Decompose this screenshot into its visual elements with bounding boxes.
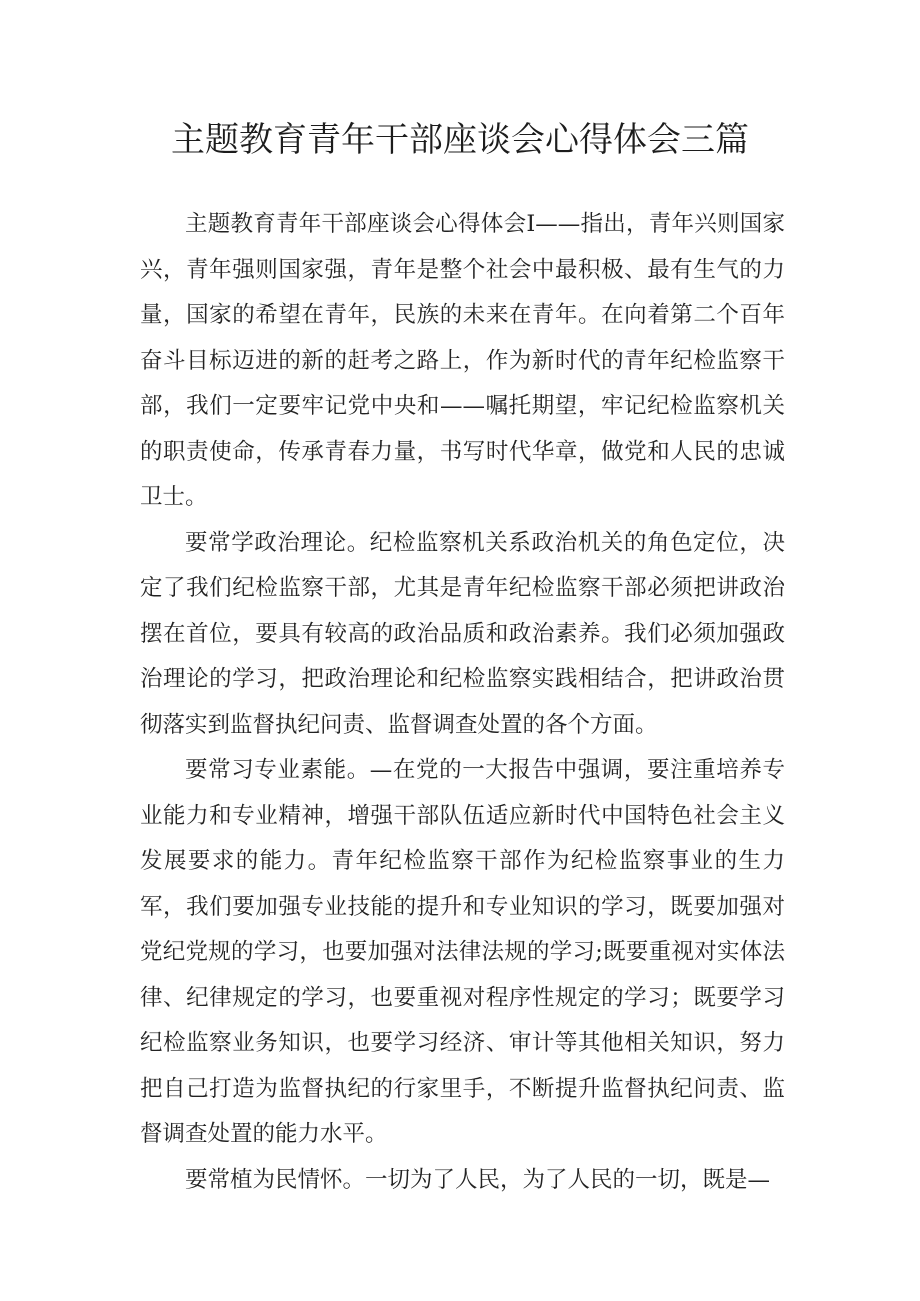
paragraph-people-sentiment: 要常植为民情怀。一切为了人民，为了人民的一切，既是— xyxy=(185,1166,771,1193)
paragraph-intro: 主题教育青年干部座谈会心得体会I——指出，青年兴则国家兴，青年强则国家强，青年是整个社会中最积极、最有生气的力量，国家的希望在青年，民族的未来在青年。在向着第二个百年奋斗目标迈进的新的赶考之路上，作为新时代的青年纪检监察干部，我们一定要牢记党中央和——嘱托期望，牢记纪检监察机关的职责使命，传承青春力量，书写时代华章，做党和人民的忠诚卫士。 xyxy=(140,211,785,510)
paragraph-political-theory: 要常学政治理论。纪检监察机关系政治机关的角色定位，决定了我们纪检监察干部，尤其是青年纪检监察干部必须把讲政治摆在首位，要具有较高的政治品质和政治素养。我们必须加强政治理论的学习，把政治理论和纪检监察实践相结合，把讲政治贯彻落实到监督执纪问责、监督调查处置的各个方面。 xyxy=(140,529,785,738)
document-title: 主题教育青年干部座谈会心得体会三篇 xyxy=(171,120,749,160)
paragraph-professional-skills: 要常习专业素能。—在党的一大报告中强调，要注重培养专业能力和专业精神，增强干部队伍适应新时代中国特色社会主义发展要求的能力。青年纪检监察干部作为纪检监察事业的生力军，我们要加强专业技能的提升和专业知识的学习，既要加强对党纪党规的学习，也要加强对法律法规的学习;既要重视对实体法律、纪律规定的学习，也要重视对程序性规定的学习；既要学习纪检监察业务知识，也要学习经济、审计等其他相关知识，努力把自己打造为监督执纪的行家里手，不断提升监督执纪问责、监督调查处置的能力水平。 xyxy=(140,757,785,1147)
document-body xyxy=(140,202,785,1203)
